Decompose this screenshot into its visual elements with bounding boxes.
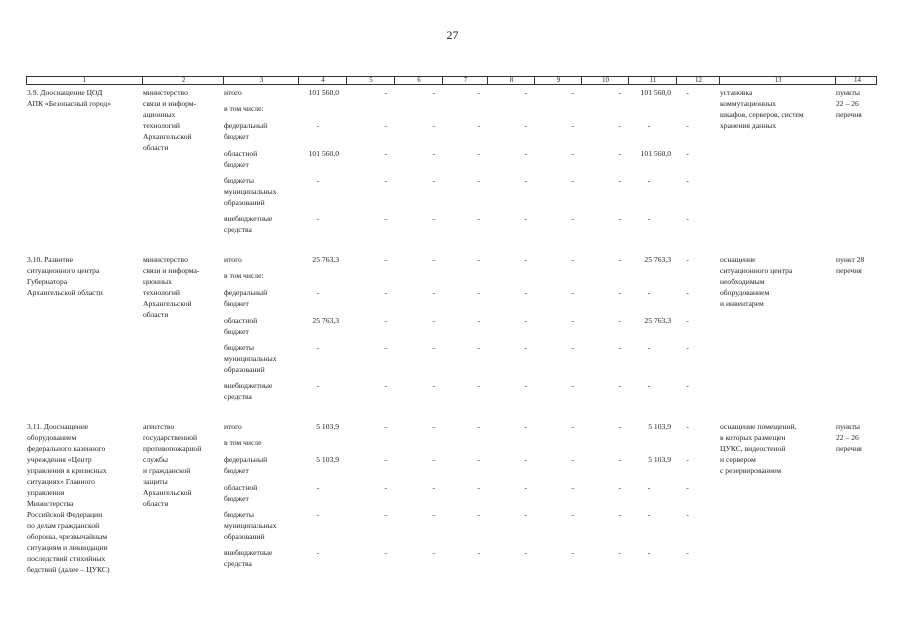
amount-empty: - [686, 381, 689, 390]
list-reference: перечня [836, 266, 862, 275]
column-header-9: 9 [534, 77, 582, 84]
amount-empty: - [686, 149, 689, 158]
column-header-2: 2 [142, 77, 224, 84]
amount-total: 101 560,0 [308, 88, 339, 97]
amount-empty: - [618, 255, 621, 264]
expected-result: установка [720, 88, 753, 97]
funding-source-label: бюджет [224, 466, 249, 475]
executor-name: и гражданской [143, 466, 191, 475]
funding-source-label: итого [224, 88, 242, 97]
expected-result: с резервированием [720, 466, 782, 475]
amount-empty: - [432, 88, 435, 97]
executor-name: технологий [143, 288, 180, 297]
funding-source-label: внебюджетные [224, 214, 273, 223]
list-reference: пункты [836, 88, 860, 97]
amount-empty: - [571, 176, 574, 185]
expected-result: и сервером [720, 455, 756, 464]
amount-total: - [316, 510, 320, 519]
expected-result: необходимым [720, 277, 765, 286]
amount-empty: - [571, 343, 574, 352]
amount-empty: - [524, 176, 527, 185]
expected-result: оснащение помещений, [720, 422, 797, 431]
column-header-11: 11 [628, 77, 677, 84]
expected-result: шкафов, серверов, систем [720, 110, 804, 119]
measure-name: Архангельской области [27, 288, 103, 297]
funding-source-label: средства [224, 559, 252, 568]
amount-col11: - [647, 381, 651, 390]
amount-empty: - [477, 510, 480, 519]
amount-empty: - [571, 121, 574, 130]
funding-source-label: внебюджетные [224, 548, 273, 557]
amount-total: - [316, 121, 320, 130]
amount-empty: - [686, 455, 689, 464]
expected-result: оборудованием [720, 288, 770, 297]
amount-empty: - [384, 483, 387, 492]
funding-source-label: областной [224, 483, 258, 492]
amount-empty: - [618, 422, 621, 431]
column-header-3: 3 [223, 77, 299, 84]
executor-name: Архангельской [143, 132, 192, 141]
amount-empty: - [432, 548, 435, 557]
funding-source-label: бюджеты [224, 176, 254, 185]
amount-empty: - [524, 255, 527, 264]
amount-empty: - [524, 121, 527, 130]
column-header-8: 8 [487, 77, 535, 84]
column-header-7: 7 [442, 77, 488, 84]
amount-col11: - [647, 343, 651, 352]
executor-name: технологий [143, 121, 180, 130]
amount-empty: - [686, 121, 689, 130]
measure-name: обороны, чрезвычайным [27, 532, 108, 541]
amount-empty: - [618, 483, 621, 492]
funding-source-label: образований [224, 365, 265, 374]
amount-total: 101 560,0 [308, 149, 339, 158]
amount-empty: - [571, 214, 574, 223]
amount-empty: - [477, 381, 480, 390]
funding-source-label: муниципальных [224, 187, 277, 196]
measure-name: 3.11. Дооснащение [27, 422, 89, 431]
amount-empty: - [524, 548, 527, 557]
amount-empty: - [432, 255, 435, 264]
funding-source-label: средства [224, 225, 252, 234]
amount-empty: - [432, 381, 435, 390]
column-header-13: 13 [719, 77, 836, 84]
amount-empty: - [432, 316, 435, 325]
funding-source-label: образований [224, 198, 265, 207]
executor-name: области [143, 310, 169, 319]
column-header-5: 5 [346, 77, 395, 84]
funding-source-label: бюджет [224, 160, 249, 169]
amount-empty: - [432, 422, 435, 431]
amount-total: - [316, 483, 320, 492]
column-header-6: 6 [394, 77, 443, 84]
amount-col11: - [647, 548, 651, 557]
amount-empty: - [432, 343, 435, 352]
expected-result: ситуационного центра [720, 266, 793, 275]
amount-empty: - [686, 510, 689, 519]
executor-name: связи и информа- [143, 266, 200, 275]
funding-source-label: областной [224, 316, 258, 325]
amount-col11: 25 763,3 [644, 316, 671, 325]
amount-empty: - [384, 214, 387, 223]
funding-source-label: бюджеты [224, 343, 254, 352]
page-number: 27 [446, 28, 459, 42]
expected-result: хранения данных [720, 121, 777, 130]
amount-col11: 101 560,0 [640, 149, 671, 158]
measure-name: управления в кризисных [27, 466, 107, 475]
column-header-10: 10 [581, 77, 629, 84]
funding-source-label: бюджет [224, 132, 249, 141]
amount-empty: - [524, 316, 527, 325]
amount-empty: - [384, 316, 387, 325]
amount-empty: - [384, 288, 387, 297]
funding-source-label: средства [224, 392, 252, 401]
measure-name: оборудованием [27, 433, 77, 442]
amount-col11: - [647, 214, 651, 223]
measure-name: 3.10. Развитие [27, 255, 74, 264]
amount-empty: - [384, 422, 387, 431]
measure-name: ситуационного центра [27, 266, 100, 275]
funding-source-label: областной [224, 149, 258, 158]
amount-empty: - [477, 214, 480, 223]
amount-empty: - [618, 149, 621, 158]
amount-empty: - [524, 381, 527, 390]
list-reference: перечня [836, 444, 862, 453]
column-header-14: 14 [835, 77, 879, 84]
amount-empty: - [432, 455, 435, 464]
amount-empty: - [432, 288, 435, 297]
amount-empty: - [524, 343, 527, 352]
executor-name: государственной [143, 433, 198, 442]
amount-empty: - [524, 422, 527, 431]
amount-empty: - [618, 176, 621, 185]
amount-empty: - [571, 288, 574, 297]
amount-empty: - [618, 88, 621, 97]
executor-name: противопожарной [143, 444, 202, 453]
amount-empty: - [477, 176, 480, 185]
amount-col11: 5 103,9 [648, 422, 671, 431]
amount-empty: - [384, 88, 387, 97]
amount-empty: - [524, 214, 527, 223]
amount-total: 25 763,3 [312, 316, 339, 325]
executor-name: службы [143, 455, 168, 464]
list-reference: пункт 28 [836, 255, 865, 264]
column-header-1: 1 [82, 76, 87, 84]
amount-col11: 101 560,0 [640, 88, 671, 97]
amount-empty: - [686, 316, 689, 325]
amount-empty: - [477, 149, 480, 158]
list-reference: 22 – 26 [836, 433, 859, 442]
executor-name: области [143, 143, 169, 152]
amount-empty: - [571, 510, 574, 519]
amount-col11: - [647, 121, 651, 130]
executor-name: Архангельской [143, 488, 192, 497]
amount-empty: - [384, 381, 387, 390]
measure-name: по делам гражданской [27, 521, 100, 530]
amount-empty: - [571, 422, 574, 431]
measure-name: 3.9. Дооснащение ЦОД [27, 88, 103, 97]
executor-name: Архангельской [143, 299, 192, 308]
amount-empty: - [618, 288, 621, 297]
amount-empty: - [432, 121, 435, 130]
amount-empty: - [384, 121, 387, 130]
amount-empty: - [384, 255, 387, 264]
amount-empty: - [618, 121, 621, 130]
amount-empty: - [524, 288, 527, 297]
amount-empty: - [384, 548, 387, 557]
amount-empty: - [477, 316, 480, 325]
amount-empty: - [524, 483, 527, 492]
amount-empty: - [477, 121, 480, 130]
amount-empty: - [384, 455, 387, 464]
amount-empty: - [384, 176, 387, 185]
executor-name: защиты [143, 477, 168, 486]
executor-name: министерство [143, 255, 188, 264]
amount-empty: - [618, 548, 621, 557]
amount-empty: - [432, 510, 435, 519]
executor-name: министерство [143, 88, 188, 97]
amount-total: - [316, 343, 320, 352]
amount-col11: - [647, 483, 651, 492]
funding-source-label: муниципальных [224, 354, 277, 363]
funding-source-label: муниципальных [224, 521, 277, 530]
amount-empty: - [384, 149, 387, 158]
amount-empty: - [524, 455, 527, 464]
amount-empty: - [384, 510, 387, 519]
amount-empty: - [524, 149, 527, 158]
amount-col11: - [647, 288, 651, 297]
amount-empty: - [432, 149, 435, 158]
funding-source-label: бюджеты [224, 510, 254, 519]
amount-total: - [316, 548, 320, 557]
amount-empty: - [571, 255, 574, 264]
funding-source-label: бюджет [224, 327, 249, 336]
executor-name: связи и информ- [143, 99, 197, 108]
measure-name: управления [27, 488, 65, 497]
amount-empty: - [432, 176, 435, 185]
amount-empty: - [686, 422, 689, 431]
amount-col11: 5 103,9 [648, 455, 671, 464]
measure-name: ситуациям и ликвидации [27, 543, 108, 552]
column-header-12: 12 [676, 77, 720, 84]
amount-empty: - [524, 510, 527, 519]
amount-total: 5 103,9 [316, 455, 339, 464]
expected-result: в которых размещен [720, 433, 786, 442]
amount-empty: - [477, 422, 480, 431]
amount-empty: - [618, 381, 621, 390]
measure-name: АПК «Безопасный город» [27, 99, 111, 108]
amount-empty: - [477, 455, 480, 464]
amount-total: 25 763,3 [312, 255, 339, 264]
amount-total: - [316, 214, 320, 223]
executor-name: области [143, 499, 169, 508]
amount-empty: - [686, 548, 689, 557]
funding-source-label: федеральный [224, 455, 268, 464]
funding-source-label: в том числе [224, 438, 262, 447]
amount-empty: - [571, 88, 574, 97]
measure-name: учреждения «Центр [27, 455, 92, 464]
expected-result: и инвентарем [720, 299, 764, 308]
measure-name: Российской Федерации [27, 510, 103, 519]
amount-empty: - [571, 483, 574, 492]
amount-total: - [316, 381, 320, 390]
amount-empty: - [686, 288, 689, 297]
executor-name: ционных [143, 277, 172, 286]
amount-empty: - [618, 343, 621, 352]
measure-name: федерального казенного [27, 444, 106, 453]
amount-total: 5 103,9 [316, 422, 339, 431]
column-header-4: 4 [298, 77, 347, 84]
measure-name: ситуациях» Главного [27, 477, 95, 486]
measure-name: бедствий (далее – ЦУКС) [27, 565, 110, 574]
funding-source-label: федеральный [224, 121, 268, 130]
amount-empty: - [686, 343, 689, 352]
funding-source-label: бюджет [224, 494, 249, 503]
amount-empty: - [477, 88, 480, 97]
amount-empty: - [477, 288, 480, 297]
expected-result: ЦУКС, видеостеной [720, 444, 786, 453]
measure-name: Министерства [27, 499, 74, 508]
amount-empty: - [686, 88, 689, 97]
list-reference: 22 – 26 [836, 99, 859, 108]
amount-empty: - [686, 176, 689, 185]
amount-empty: - [477, 483, 480, 492]
measure-name: последствий стихийных [27, 554, 106, 563]
amount-col11: 25 763,3 [644, 255, 671, 264]
amount-empty: - [477, 255, 480, 264]
table-header [26, 76, 877, 85]
amount-empty: - [618, 316, 621, 325]
expected-result: коммутационных [720, 99, 777, 108]
amount-empty: - [432, 483, 435, 492]
list-reference: пункты [836, 422, 860, 431]
funding-source-label: бюджет [224, 299, 249, 308]
amount-col11: - [647, 510, 651, 519]
amount-empty: - [571, 316, 574, 325]
funding-source-label: образований [224, 532, 265, 541]
executor-name: ационных [143, 110, 176, 119]
amount-empty: - [432, 214, 435, 223]
amount-empty: - [571, 381, 574, 390]
funding-source-label: федеральный [224, 288, 268, 297]
amount-total: - [316, 176, 320, 185]
amount-empty: - [618, 455, 621, 464]
measure-name: Губернатора [27, 277, 68, 286]
amount-total: - [316, 288, 320, 297]
amount-empty: - [477, 548, 480, 557]
amount-empty: - [618, 510, 621, 519]
amount-empty: - [571, 455, 574, 464]
amount-empty: - [686, 255, 689, 264]
amount-empty: - [571, 548, 574, 557]
funding-source-label: в том числе: [224, 104, 264, 113]
funding-source-label: в том числе: [224, 271, 264, 280]
amount-empty: - [477, 343, 480, 352]
amount-empty: - [686, 483, 689, 492]
list-reference: перечня [836, 110, 862, 119]
amount-empty: - [618, 214, 621, 223]
amount-col11: - [647, 176, 651, 185]
expected-result: оснащение [720, 255, 756, 264]
amount-empty: - [686, 214, 689, 223]
funding-source-label: итого [224, 255, 242, 264]
funding-source-label: итого [224, 422, 242, 431]
funding-source-label: внебюджетные [224, 381, 273, 390]
amount-empty: - [571, 149, 574, 158]
executor-name: агентство [143, 422, 175, 431]
amount-empty: - [524, 88, 527, 97]
amount-empty: - [384, 343, 387, 352]
